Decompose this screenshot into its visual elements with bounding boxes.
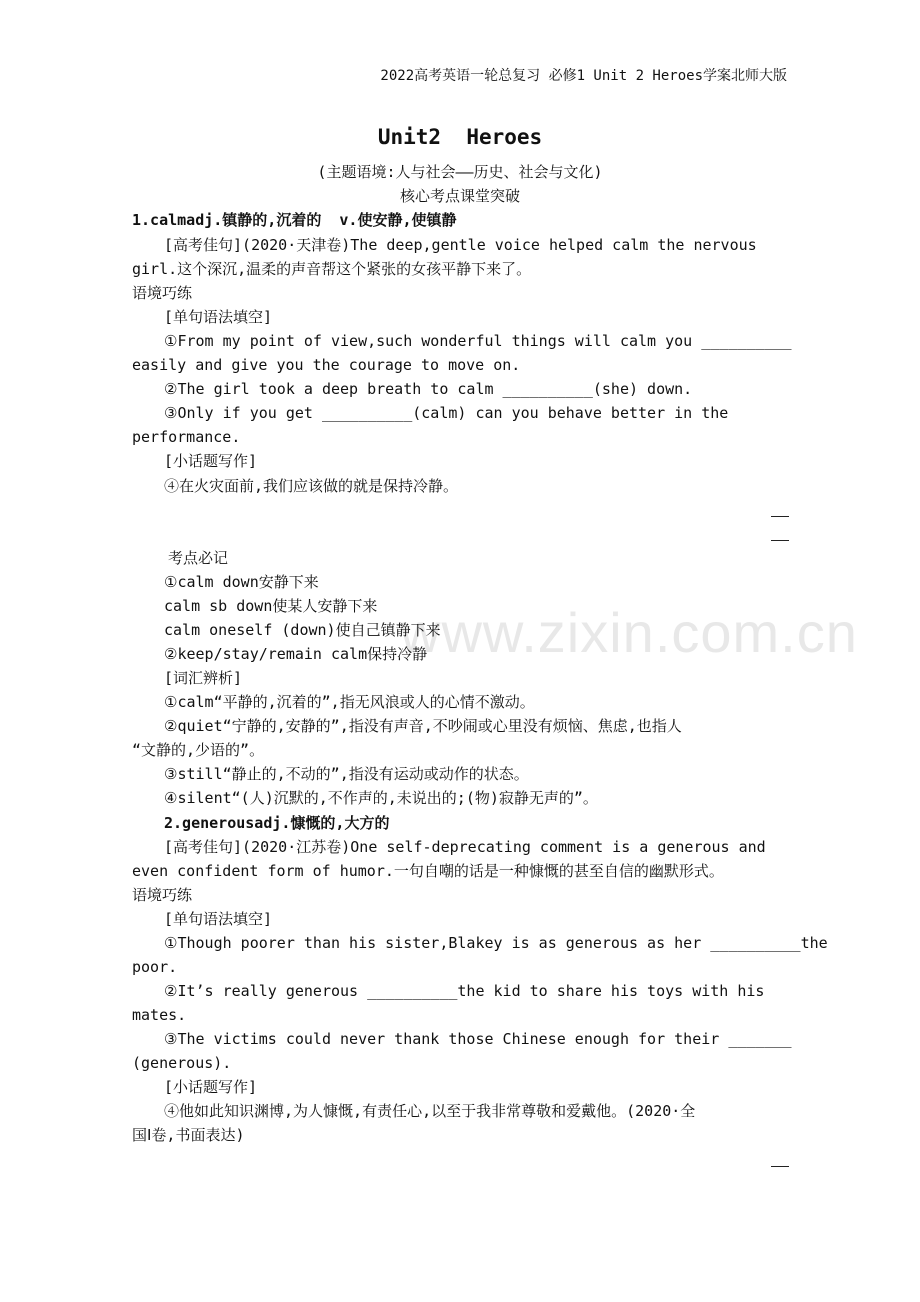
- vocab-item-cont: “文静的,少语的”。: [132, 741, 265, 759]
- exercise-item: ③Only if you get __________(calm) can you behave better in the: [164, 404, 729, 422]
- example-sentence: [高考佳句](2020·天津卷)The deep,gentle voice helped calm the nervous: [164, 236, 757, 254]
- writing-prompt: ④在火灾面前,我们应该做的就是保持冷静。: [164, 477, 459, 495]
- practice-label: 语境巧练: [132, 284, 193, 302]
- exercise-item-cont: mates.: [132, 1006, 187, 1024]
- phrase-item: calm oneself (down)使自己镇静下来: [164, 621, 441, 639]
- writing-prompt-cont: 国Ⅰ卷,书面表达): [132, 1126, 245, 1144]
- page-header: 2022高考英语一轮总复习 必修1 Unit 2 Heroes学案北师大版: [380, 68, 787, 84]
- example-sentence: [高考佳句](2020·江苏卷)One self-deprecating comment is a generous and: [164, 838, 766, 856]
- watermark: www.zixin.com.cn: [400, 601, 858, 664]
- exercise-type-label: [单句语法填空]: [164, 308, 273, 326]
- vocab-item: ③still“静止的,不动的”,指没有运动或动作的状态。: [164, 765, 529, 783]
- exercise-item: ①From my point of view,such wonderful things will calm you __________: [164, 332, 792, 350]
- page-title: Unit2 Heroes: [377, 125, 543, 149]
- exercise-type-label: [单句语法填空]: [164, 910, 273, 928]
- subtitle: (主题语境:人与社会——历史、社会与文化): [317, 163, 603, 181]
- exercise-item-cont: poor.: [132, 958, 178, 976]
- exercise-type-label: [小话题写作]: [164, 452, 258, 470]
- phrase-item: ①calm down安静下来: [164, 573, 319, 591]
- key-points-label: 考点必记: [168, 549, 229, 567]
- section-heading: 核心考点课堂突破: [399, 187, 520, 205]
- exercise-item-cont: easily and give you the courage to move on.: [132, 356, 521, 374]
- exercise-item-cont: (generous).: [132, 1054, 232, 1072]
- exercise-item-cont: performance.: [132, 428, 241, 446]
- exercise-item: ①Though poorer than his sister,Blakey is as generous as her __________the: [164, 934, 828, 952]
- example-translation: even confident form of humor.一句自嘲的话是一种慷慨的甚至自信的幽默形式。: [132, 862, 724, 880]
- exercise-item: ②The girl took a deep breath to calm __________(she) down.: [164, 380, 693, 398]
- example-translation: girl.这个深沉,温柔的声音帮这个紧张的女孩平静下来了。: [132, 260, 532, 278]
- answer-line: [771, 540, 789, 541]
- answer-line: [771, 516, 789, 517]
- vocab-item: ④silent“(人)沉默的,不作声的,未说出的;(物)寂静无声的”。: [164, 789, 598, 807]
- vocab-item: ②quiet“宁静的,安静的”,指没有声音,不吵闹或心里没有烦恼、焦虑,也指人: [164, 717, 682, 735]
- phrase-item: calm sb down使某人安静下来: [164, 597, 378, 615]
- phrase-item: ②keep/stay/remain calm保持冷静: [164, 645, 428, 663]
- entry-2-heading: 2.generousadj.慷慨的,大方的: [164, 814, 390, 832]
- vocab-analysis-label: [词汇辨析]: [164, 669, 243, 687]
- exercise-type-label: [小话题写作]: [164, 1078, 258, 1096]
- entry-1-heading: 1.calmadj.镇静的,沉着的 v.使安静,使镇静: [132, 211, 457, 229]
- answer-line: [771, 1166, 789, 1167]
- writing-prompt: ④他如此知识渊博,为人慷慨,有责任心,以至于我非常尊敬和爱戴他。(2020·全: [164, 1102, 696, 1120]
- exercise-item: ③The victims could never thank those Chinese enough for their _______: [164, 1030, 792, 1048]
- practice-label: 语境巧练: [132, 886, 193, 904]
- vocab-item: ①calm“平静的,沉着的”,指无风浪或人的心情不激动。: [164, 693, 535, 711]
- exercise-item: ②It’s really generous __________the kid to share his toys with his: [164, 982, 765, 1000]
